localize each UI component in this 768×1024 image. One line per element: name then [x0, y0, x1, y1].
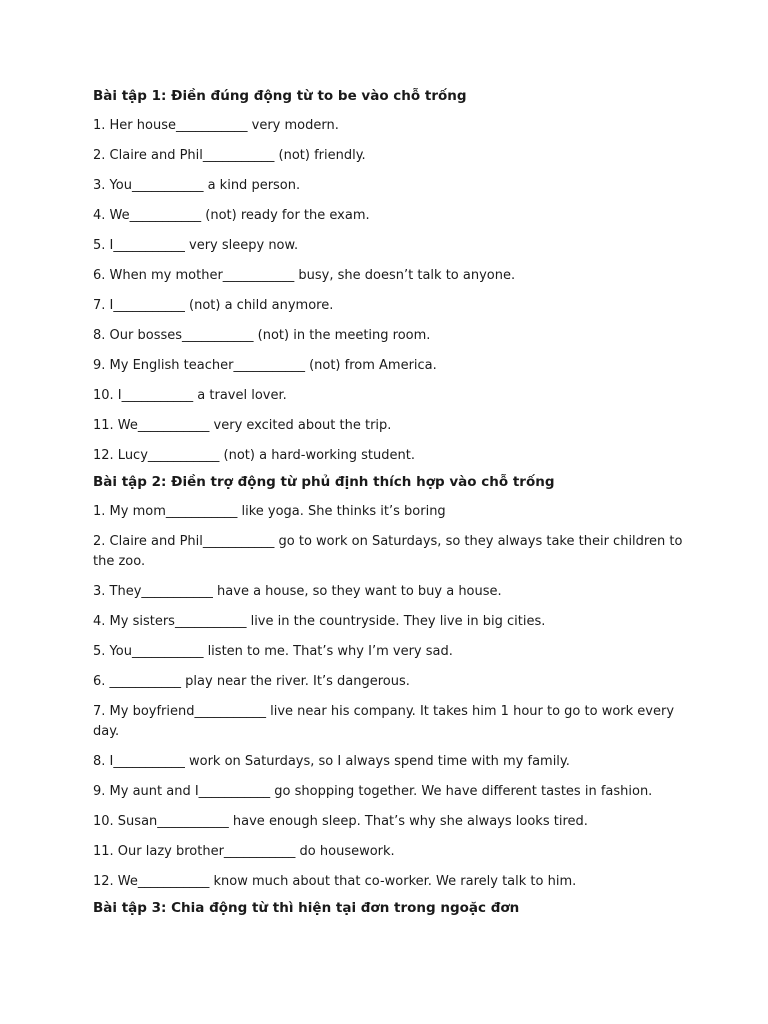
list-item: 6. When my mother___________ busy, she doesn’t talk to anyone.	[93, 268, 516, 283]
list-item: 9. My English teacher___________ (not) from America.	[93, 358, 437, 373]
list-item: 12. We___________ know much about that co-worker. We rarely talk to him.	[93, 874, 577, 889]
exercise-3-title: Bài tập 3: Chia động từ thì hiện tại đơn trong ngoặc đơn	[93, 900, 520, 916]
list-item: 8. I___________ work on Saturdays, so I always spend time with my family.	[93, 754, 570, 769]
list-item: 1. Her house___________ very modern.	[93, 118, 339, 133]
list-item: 7. My boyfriend___________ live near his company. It takes him 1 hour to go to work every day.	[93, 704, 675, 739]
exercise-2-title: Bài tập 2: Điền trợ động từ phủ định thích hợp vào chỗ trống	[93, 474, 555, 490]
list-item: 11. We___________ very excited about the trip.	[93, 418, 392, 433]
list-item: 1. My mom___________ like yoga. She thinks it’s boring	[93, 504, 446, 519]
list-item: 6. ___________ play near the river. It’s dangerous.	[93, 674, 410, 689]
exercise-1-list	[93, 116, 683, 466]
exercise-1-title: Bài tập 1: Điền đúng động từ to be vào chỗ trống	[93, 88, 467, 104]
exercise-2-list	[93, 502, 683, 892]
list-item: 9. My aunt and I___________ go shopping together. We have different tastes in fashion.	[93, 784, 653, 799]
list-item: 8. Our bosses___________ (not) in the meeting room.	[93, 328, 431, 343]
list-item: 3. You___________ a kind person.	[93, 178, 301, 193]
list-item: 11. Our lazy brother___________ do housework.	[93, 844, 395, 859]
list-item: 10. Susan___________ have enough sleep. That’s why she always looks tired.	[93, 814, 588, 829]
list-item: 12. Lucy___________ (not) a hard-working student.	[93, 448, 415, 463]
list-item: 10. I___________ a travel lover.	[93, 388, 287, 403]
list-item: 5. I___________ very sleepy now.	[93, 238, 299, 253]
list-item: 3. They___________ have a house, so they want to buy a house.	[93, 584, 502, 599]
document-page	[93, 86, 683, 928]
list-item: 5. You___________ listen to me. That’s why I’m very sad.	[93, 644, 453, 659]
list-item: 4. My sisters___________ live in the countryside. They live in big cities.	[93, 614, 546, 629]
list-item: 4. We___________ (not) ready for the exam.	[93, 208, 370, 223]
list-item: 2. Claire and Phil___________ go to work on Saturdays, so they always take their children to the zoo.	[93, 534, 683, 569]
list-item: 2. Claire and Phil___________ (not) friendly.	[93, 148, 366, 163]
list-item: 7. I___________ (not) a child anymore.	[93, 298, 334, 313]
